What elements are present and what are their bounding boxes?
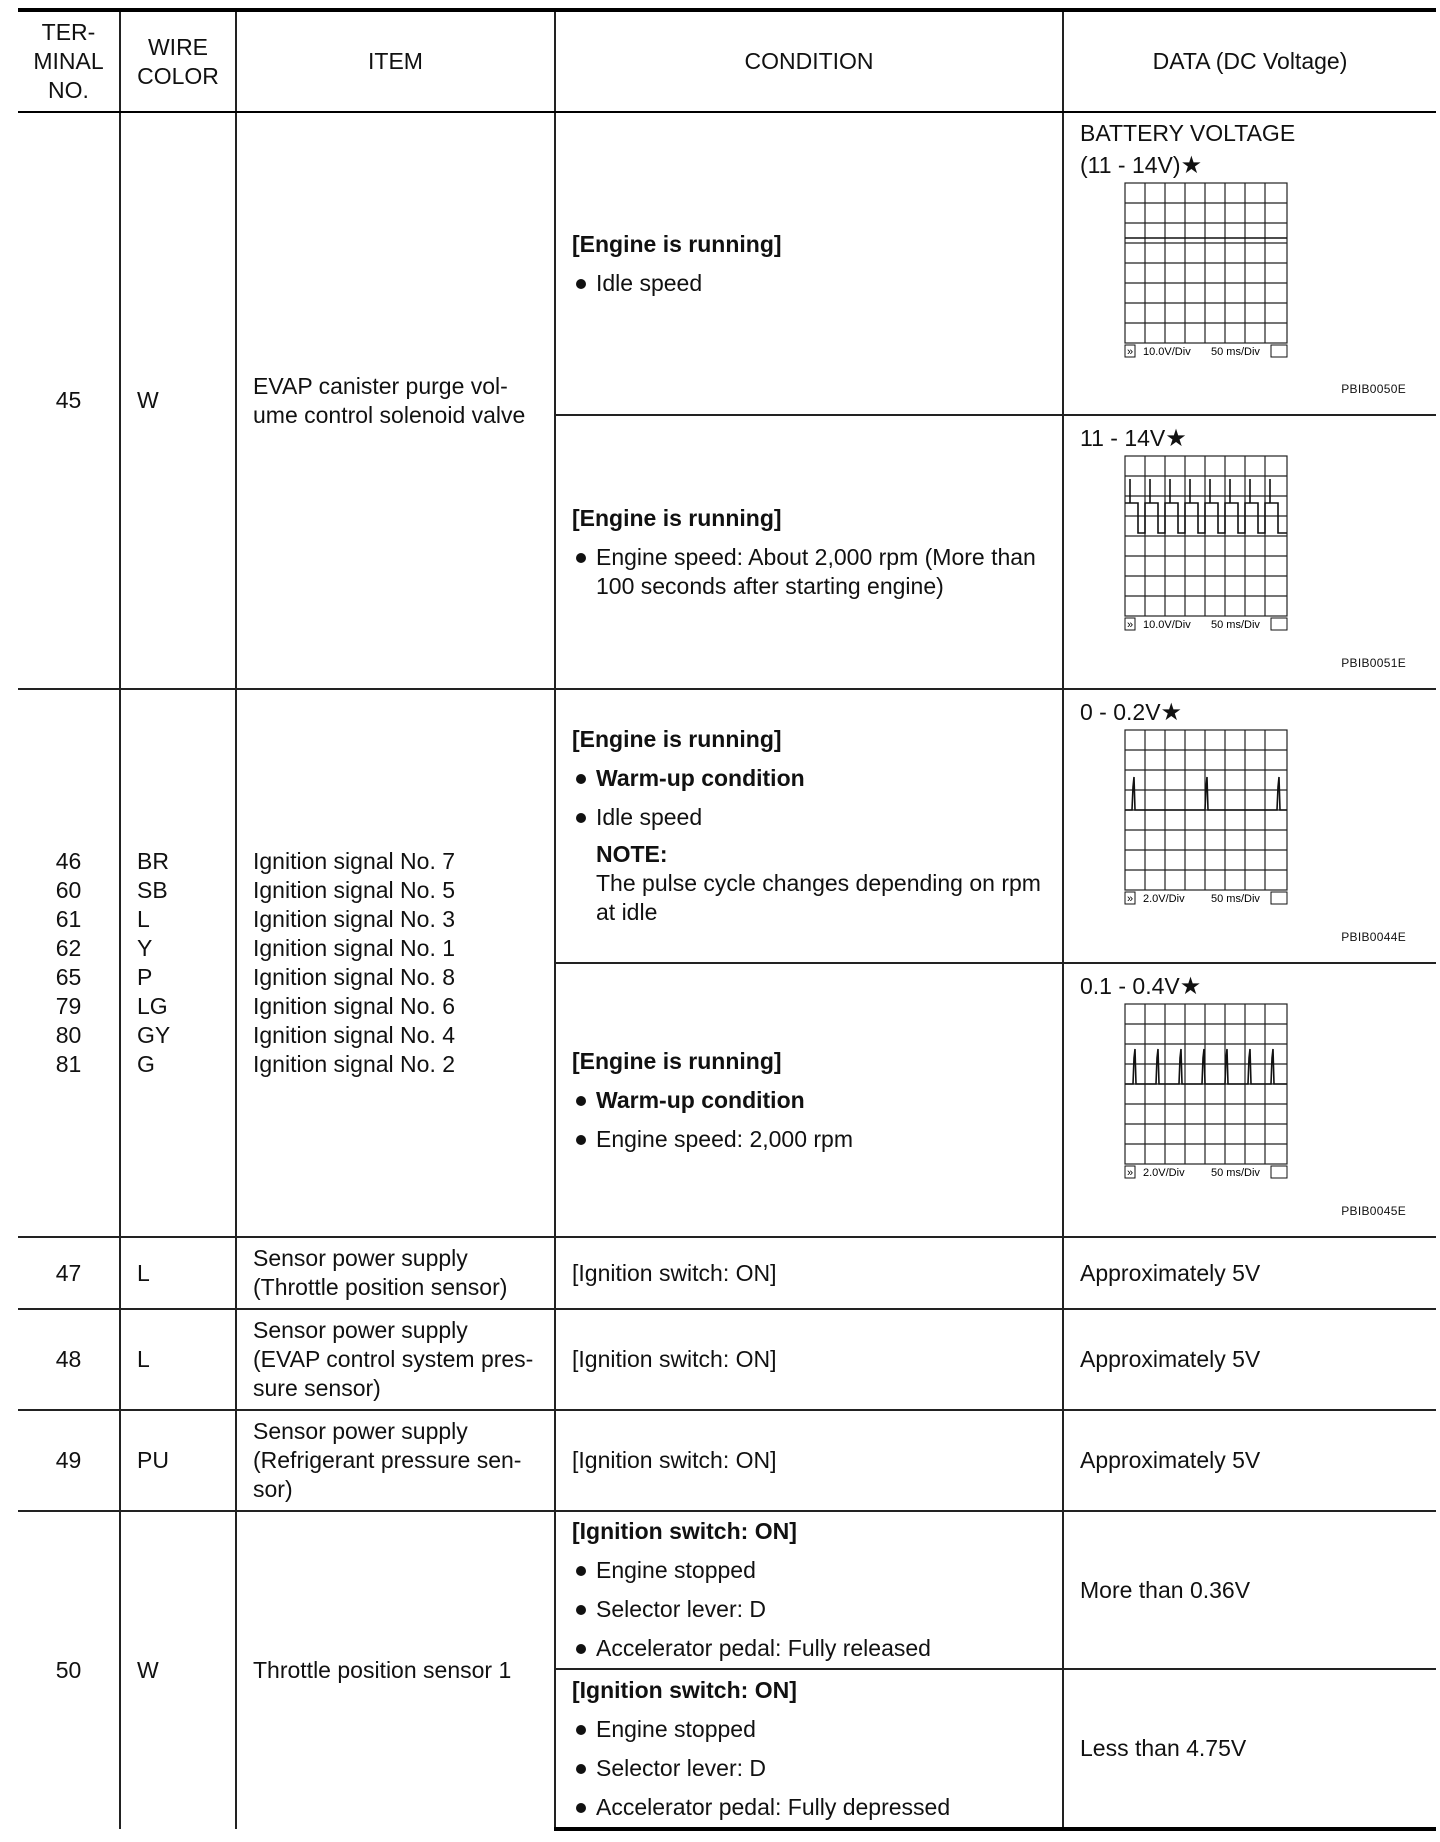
scope-scale: 10.0V/Div: [1143, 346, 1191, 358]
scope-time: 50 ms/Div: [1211, 346, 1260, 358]
wire-color: L: [120, 1309, 236, 1410]
svg-text:»: »: [1127, 619, 1134, 631]
condition-bullet: Selector lever: D: [572, 1754, 1052, 1783]
item-description: Sensor power supply (EVAP control system pres- sure sensor): [236, 1309, 555, 1410]
svg-text:»: »: [1127, 346, 1134, 358]
condition-bullet: Accelerator pedal: Fully depressed: [572, 1793, 1052, 1822]
condition-title: [Engine is running]: [572, 1047, 782, 1074]
condition-bullet: Idle speed: [572, 269, 1052, 298]
data-cell: [1063, 689, 1436, 963]
voltage-range: 0 - 0.2V★: [1080, 699, 1183, 726]
condition-title: [Ignition switch: ON]: [555, 1410, 1063, 1511]
scope-time: 50 ms/Div: [1211, 619, 1260, 631]
voltage-range: (11 - 14V)★: [1080, 152, 1203, 179]
item-description: EVAP canister purge vol- ume control solenoid valve: [236, 112, 555, 689]
condition-title: [Engine is running]: [572, 726, 782, 752]
condition-bullet: Warm-up condition: [572, 764, 1052, 793]
figure-id: PBIB0051E: [1341, 656, 1406, 670]
item-description: Sensor power supply (Refrigerant pressure sen- sor): [236, 1410, 555, 1511]
star-icon: ★: [1165, 425, 1187, 452]
header-wire-color: WIRE COLOR: [120, 10, 236, 112]
voltage-range: 11 - 14V★: [1080, 425, 1187, 452]
scope-scale: 2.0V/Div: [1143, 1167, 1185, 1179]
terminal-number: 45: [55, 387, 82, 413]
oscilloscope-waveform: [1124, 1003, 1290, 1186]
header-data: DATA (DC Voltage): [1063, 10, 1436, 112]
data-value: Approximately 5V: [1063, 1410, 1436, 1511]
table-row: [18, 1309, 1436, 1410]
condition-cell: [555, 1511, 1063, 1669]
condition-title: [Ignition switch: ON]: [555, 1309, 1063, 1410]
terminal-number: 47: [18, 1237, 120, 1309]
waveform-trace: [1125, 777, 1287, 810]
data-cell: [1063, 415, 1436, 689]
header-terminal-no: TER- MINAL NO.: [18, 10, 120, 112]
condition-title: [Engine is running]: [572, 230, 782, 257]
figure-id: PBIB0044E: [1341, 930, 1406, 944]
header-condition: CONDITION: [555, 10, 1063, 112]
table-row: [18, 689, 1436, 963]
terminal-data-table-page: [18, 8, 1436, 1826]
item-description: Throttle position sensor 1: [236, 1511, 555, 1829]
item-description-list: Ignition signal No. 7 Ignition signal No. 5 Ignition signal No. 3 Ignition signal No. 1 Ignition signal No. 8 Ignition signal No. 6 Ignition signal No. 4 Ignition signal No. 2: [236, 689, 555, 1237]
table-row: [18, 1237, 1436, 1309]
oscilloscope-waveform: [1124, 729, 1290, 912]
wire-color-list: BR SB L Y P LG GY G: [120, 689, 236, 1237]
wire-color: L: [120, 1237, 236, 1309]
header-item: ITEM: [236, 10, 555, 112]
table-row: [18, 112, 1436, 415]
condition-bullet: Warm-up condition: [572, 1086, 1052, 1115]
condition-cell: [555, 689, 1063, 963]
voltage-range: 0.1 - 0.4V★: [1080, 973, 1202, 1000]
svg-text:»: »: [1127, 893, 1134, 905]
condition-title: [Ignition switch: ON]: [572, 1518, 797, 1544]
data-value: Approximately 5V: [1063, 1309, 1436, 1410]
terminal-data-table: [18, 8, 1436, 1831]
condition-cell: [555, 415, 1063, 689]
wire-color: W: [120, 112, 236, 689]
voltage-label: BATTERY VOLTAGE: [1080, 120, 1296, 146]
figure-id: PBIB0050E: [1341, 382, 1406, 396]
header-row: [18, 10, 1436, 112]
wire-color: PU: [120, 1410, 236, 1511]
scope-scale: 2.0V/Div: [1143, 893, 1185, 905]
svg-text:»: »: [1127, 1167, 1134, 1179]
condition-bullet: Selector lever: D: [572, 1595, 1052, 1624]
star-icon: ★: [1180, 152, 1203, 179]
table-row: [18, 1410, 1436, 1511]
condition-bullet: Engine speed: About 2,000 rpm (More than 100 seconds after starting engine): [572, 543, 1052, 601]
scope-time: 50 ms/Div: [1211, 893, 1260, 905]
star-icon: ★: [1160, 699, 1183, 726]
data-value: Approximately 5V: [1063, 1237, 1436, 1309]
data-cell: [1063, 112, 1436, 415]
figure-id: PBIB0045E: [1341, 1204, 1406, 1218]
condition-bullet: Engine speed: 2,000 rpm: [572, 1125, 1052, 1154]
note-title: NOTE:: [596, 841, 668, 867]
data-value: More than 0.36V: [1063, 1511, 1436, 1669]
condition-bullet: Engine stopped: [572, 1715, 1052, 1744]
note-text: The pulse cycle changes depending on rpm at idle: [596, 870, 1041, 925]
condition-title: [Ignition switch: ON]: [555, 1237, 1063, 1309]
condition-bullet: Idle speed: [572, 803, 1052, 832]
waveform-trace: [1125, 479, 1287, 533]
wire-color: W: [120, 1511, 236, 1829]
oscilloscope-waveform: [1124, 182, 1290, 365]
condition-cell: [555, 112, 1063, 415]
scope-time: 50 ms/Div: [1211, 1167, 1260, 1179]
condition-cell: [555, 963, 1063, 1237]
waveform-trace: [1125, 1049, 1287, 1084]
terminal-number: 49: [18, 1410, 120, 1511]
scope-grid: [1125, 183, 1287, 343]
terminal-number-list: 46 60 61 62 65 79 80 81: [18, 689, 120, 1237]
condition-title: [Ignition switch: ON]: [572, 1676, 797, 1703]
data-cell: [1063, 963, 1436, 1237]
data-value: Less than 4.75V: [1063, 1669, 1436, 1829]
condition-bullet: Accelerator pedal: Fully released: [572, 1634, 1052, 1663]
scope-scale: 10.0V/Div: [1143, 619, 1191, 631]
terminal-number: 50: [18, 1511, 120, 1829]
terminal-number: 48: [18, 1309, 120, 1410]
condition-bullet: Engine stopped: [572, 1556, 1052, 1585]
oscilloscope-waveform: [1124, 455, 1290, 638]
star-icon: ★: [1179, 973, 1202, 1000]
item-description: Sensor power supply (Throttle position sensor): [236, 1237, 555, 1309]
table-row: [18, 1511, 1436, 1669]
condition-cell: [555, 1669, 1063, 1829]
condition-title: [Engine is running]: [572, 504, 782, 531]
